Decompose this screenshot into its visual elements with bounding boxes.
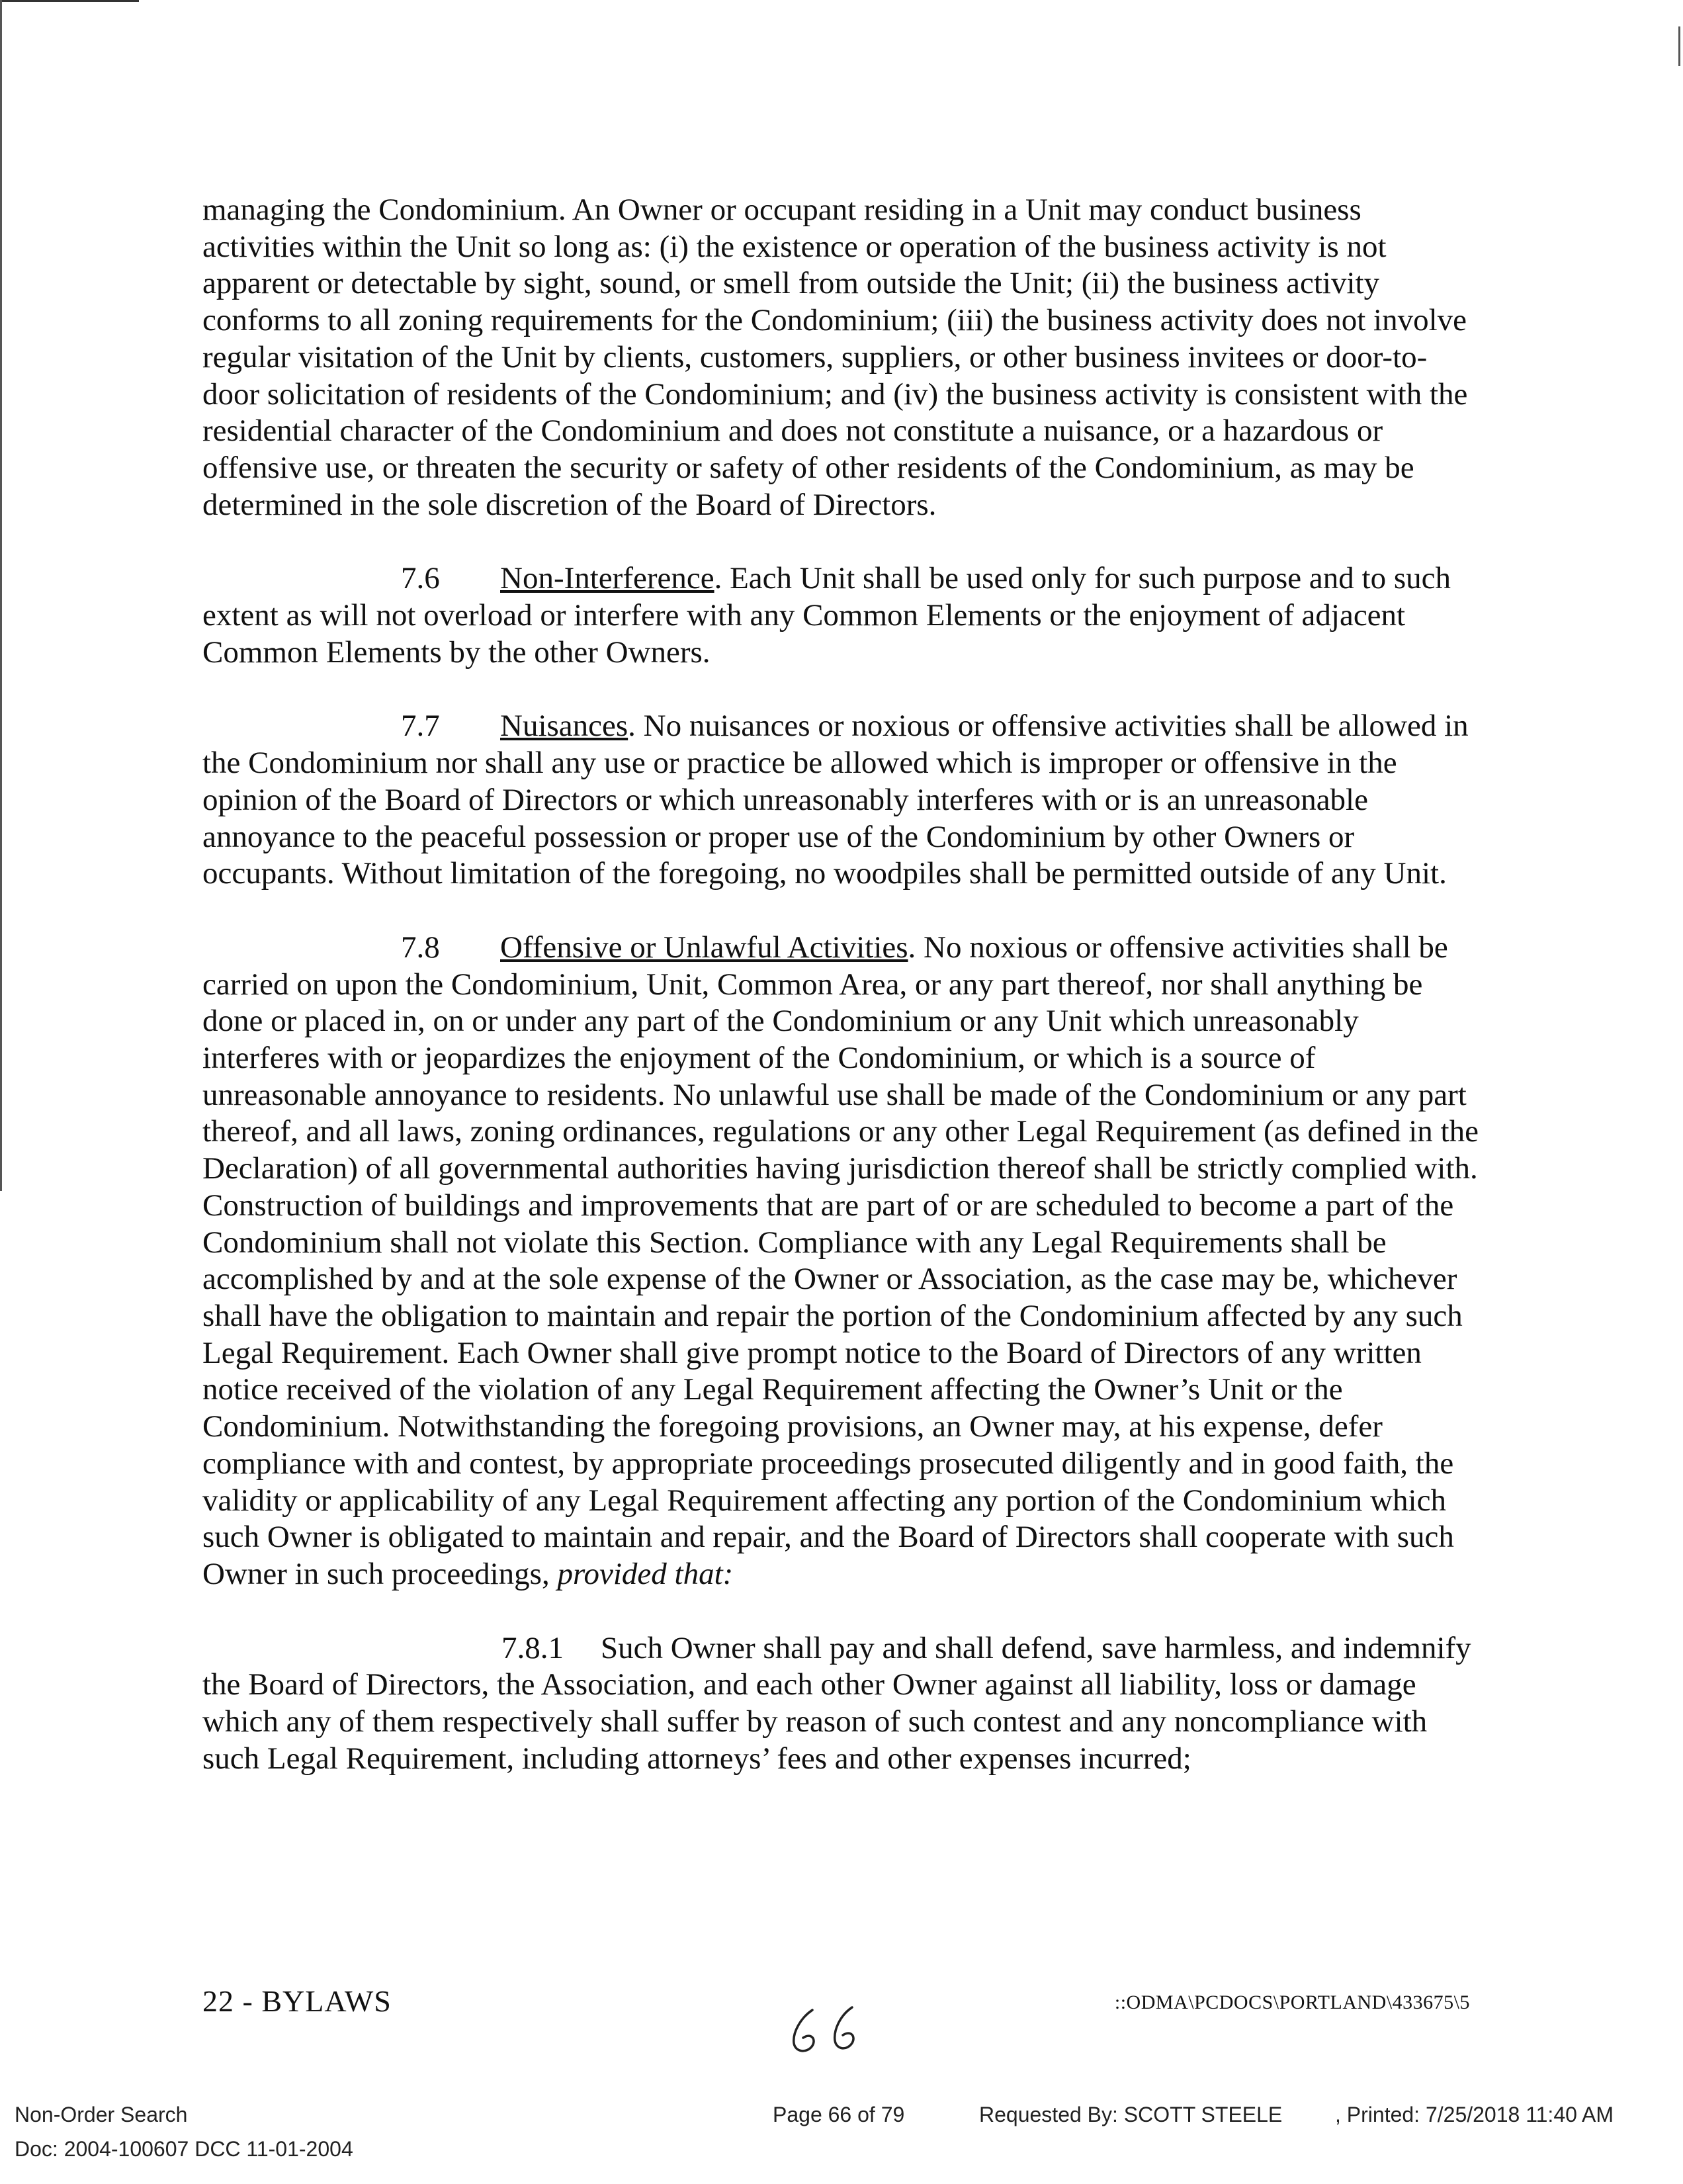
section-heading: Offensive or Unlawful Activities [500, 930, 908, 965]
section-heading: Nuisances [500, 709, 628, 744]
section-text: . Each Unit shall be used only for such purpose and to such extent as will not overload or interfere with any Common Elements or the enjoyment of adjacent Common Elements by the other Owners. [202, 561, 1451, 670]
scan-edge-right [1678, 26, 1680, 66]
document-body [202, 192, 1479, 1814]
paragraph-continuation: managing the Condominium. An Owner or occupant residing in a Unit may conduct business activities within the Unit so long as: (i) the existence or operation of the business activity is not apparent or detectable by sight, sound, or smell from outside the Unit; (ii) the business activity conforms to all zoning requirements for the Condominium; (iii) the business activity does not involve regular visitation of the Unit by clients, customers, suppliers, or other business invitees or door-to-door solicitation of residents of the Condominium; and (iv) the business activity is consistent with the residential character of the Condominium and does not constitute a nuisance, or a hazardous or offensive use, or threaten the security or safety of other residents of the Condominium, as may be determined in the sole discretion of the Board of Directors. [202, 193, 1468, 522]
section-text: . No noxious or offensive activities shall be carried on upon the Condominium, Unit, Common Area, or any part thereof, nor shall anything be done or placed in, on or under any part of the Condominium or any Unit which unreasonably interferes with or jeopardizes the enjoyment of the Condominium, or which is a source of unreasonable annoyance to residents. No unlawful use shall be made of the Condominium or any part thereof, and all laws, zoning ordinances, regulations or any other Legal Requirement (as defined in the Declaration) of all governmental authorities having jurisdiction thereof shall be strictly complied with. Construction of buildings and improvements that are part of or are scheduled to become a part of the Condominium shall not violate this Section. Compliance with any Legal Requirements shall be accomplished by and at the sole expense of the Owner or Association, as the case may be, whichever shall have the obligation to maintain and repair the portion of the Condominium affected by any such Legal Requirement. Each Owner shall give prompt notice to the Board of Directors of any written notice received of the violation of any Legal Requirement affecting the Owner’s Unit or the Condominium. Notwithstanding the foregoing provisions, an Owner may, at his expense, defer compliance with and contest, by appropriate proceedings prosecuted diligently and in good faith, the validity or applicability of any Legal Requirement affecting any portion of the Condominium which such Owner is obligated to maintain and repair, and the Board of Directors shall cooperate with such Owner in such proceedings, [202, 930, 1479, 1591]
handwritten-page-number [781, 2005, 886, 2058]
section-text: Such Owner shall pay and shall defend, save harmless, and indemnify the Board of Directors, the Association, and each other Owner against all liability, loss or damage which any of them respectively shall suffer by reason of such contest and any noncompliance with such Legal Requirement, including attorneys’ fees and other expenses incurred; [202, 1630, 1471, 1776]
section-7-8 [202, 930, 1479, 1593]
stamp-search-type: Non-Order Search [15, 2103, 188, 2126]
stamp-requested-by: Requested By: SCOTT STEELE [979, 2103, 1283, 2126]
stamp-printed: , Printed: 7/25/2018 11:40 AM [1335, 2103, 1614, 2126]
section-7-8-1 [202, 1630, 1479, 1778]
scan-edge-top [0, 0, 139, 2]
section-7-7 [202, 708, 1479, 893]
section-number: 7.6 [401, 561, 440, 596]
scan-edge-left [0, 0, 2, 1985]
section-number: 7.8 [401, 930, 440, 965]
provided-that: provided that: [557, 1556, 734, 1591]
section-number: 7.7 [401, 709, 440, 744]
section-text: . No nuisances or noxious or offensive activities shall be allowed in the Condominium nor shall any use or practice be allowed which is improper or offensive in the opinion of the Board of Directors or which unreasonably interferes with or is an unreasonable annoyance to the peaceful possession or proper use of the Condominium by other Owners or occupants. Without limitation of the foregoing, no woodpiles shall be permitted outside of any Unit. [202, 709, 1469, 891]
stamp-page: Page 66 of 79 [773, 2103, 905, 2126]
stamp-doc-id: Doc: 2004-100607 DCC 11-01-2004 [15, 2137, 353, 2161]
section-number: 7.8.1 [501, 1630, 564, 1665]
footer-page-label: 22 - BYLAWS [202, 1984, 392, 2018]
footer-doc-path: ::ODMA\PCDOCS\PORTLAND\433675\5 [1114, 1991, 1470, 2013]
section-7-6 [202, 560, 1479, 671]
section-heading: Non-Interference [500, 561, 714, 596]
